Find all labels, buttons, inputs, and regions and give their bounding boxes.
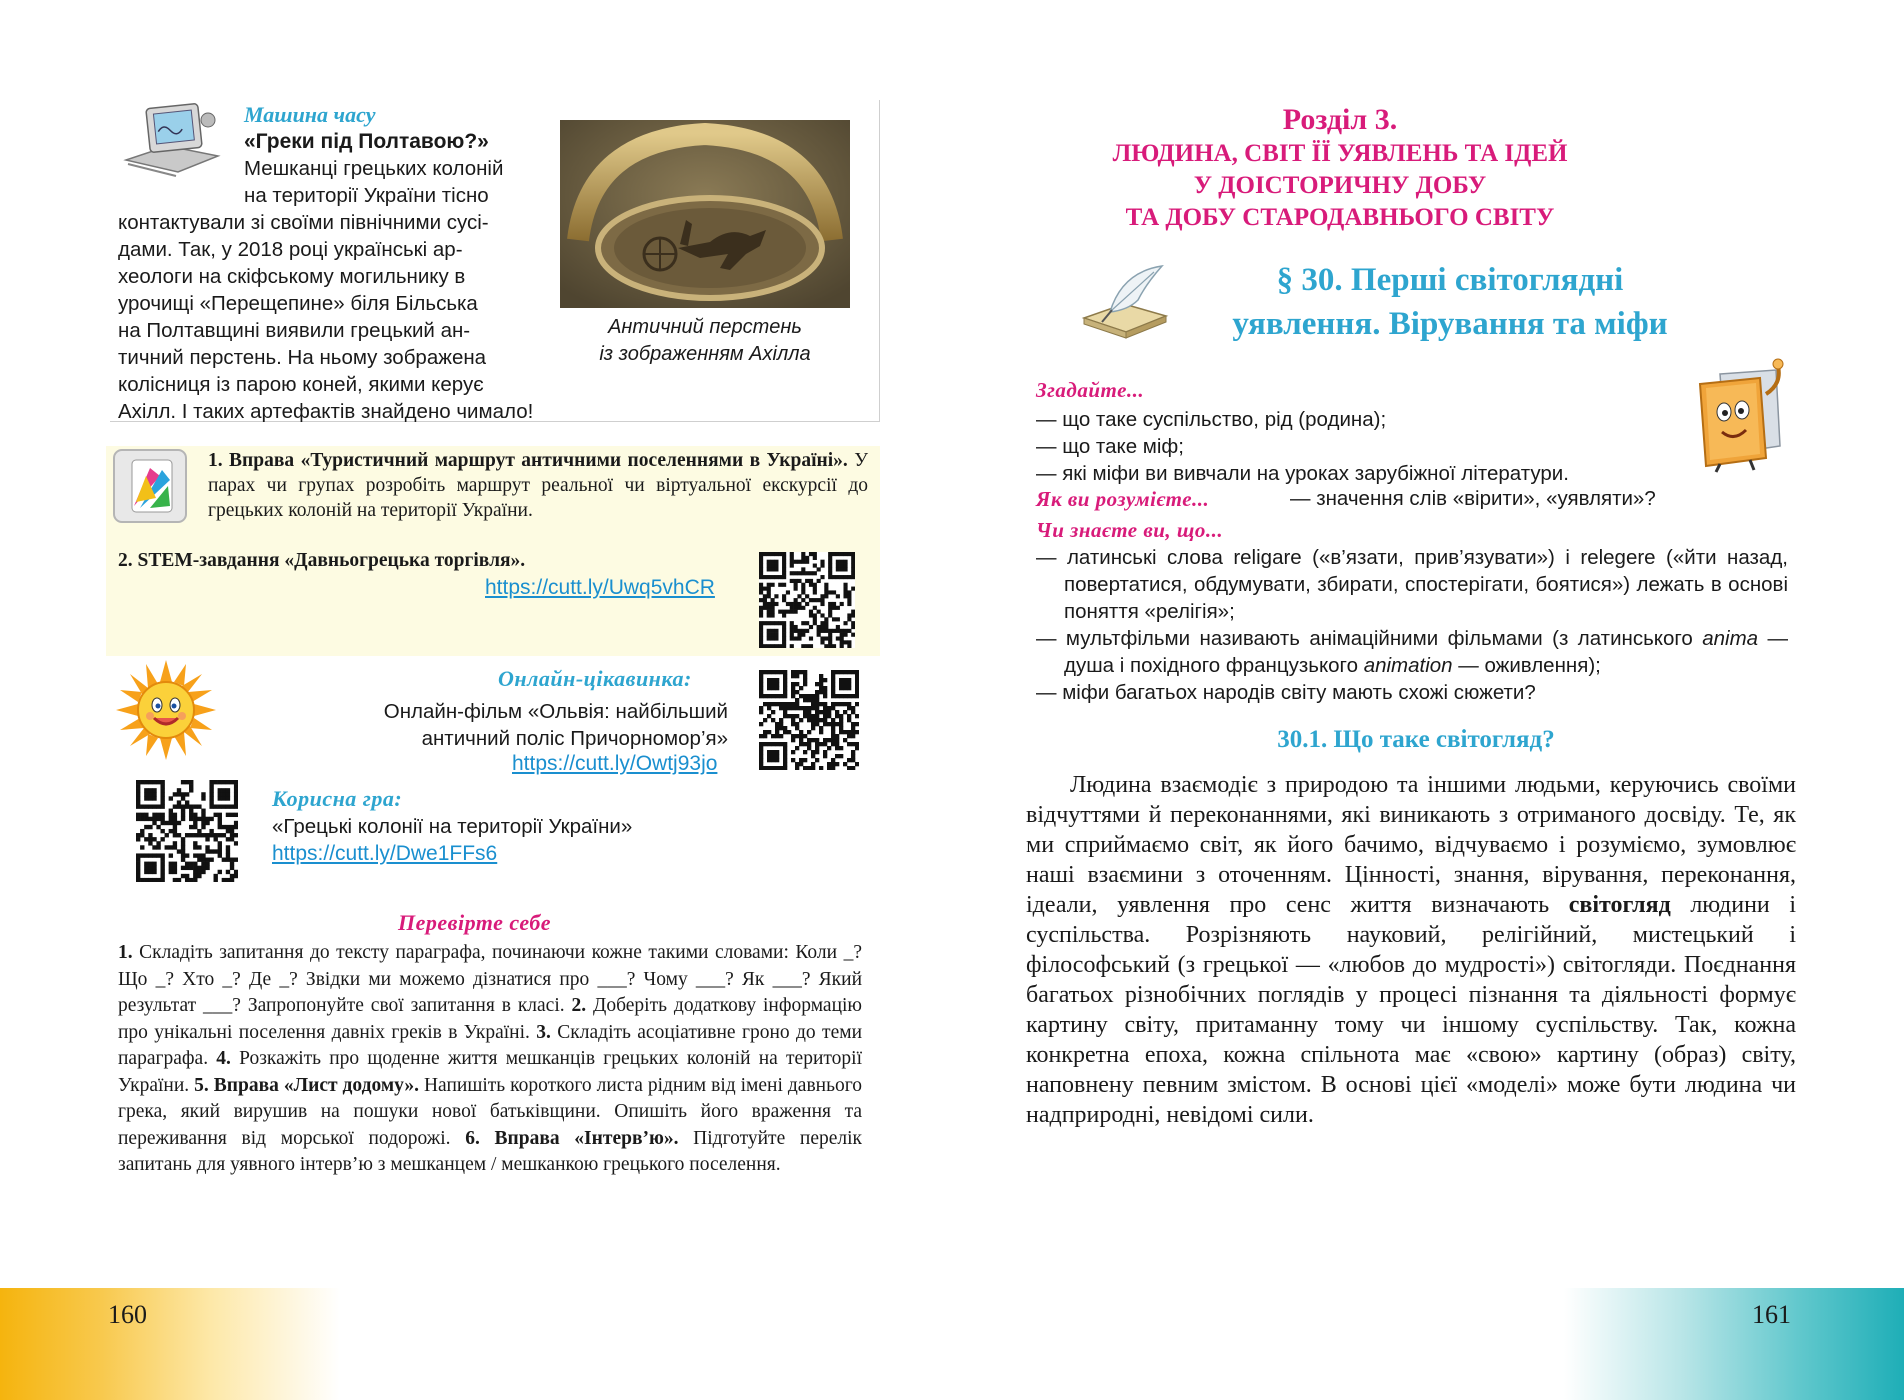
question-heading: 6. Вправа «Інтерв’ю». [465, 1127, 679, 1149]
item-text: — душа і похідного французького [1064, 627, 1789, 677]
french-term: animation [1363, 654, 1453, 677]
text-line: на території України тісно [244, 184, 489, 207]
understand-kicker: Як ви розумієте... [1036, 487, 1210, 511]
text-line: на Полтавщині виявили грецький ан- [118, 319, 471, 342]
exercise-1-title: 1. Вправа «Туристичний маршрут античними поселеннями в Україні». [208, 450, 848, 471]
online-curiosity-text [300, 698, 728, 752]
ring-photo [560, 120, 850, 308]
did-you-know-list [1036, 544, 1788, 706]
exercise-1 [208, 448, 868, 523]
stem-link[interactable]: https://cutt.ly/Uwq5vhCR [485, 576, 715, 599]
question-heading: 5. Вправа «Лист додому». [194, 1074, 419, 1096]
text-line: дами. Так, у 2018 році українські ар- [118, 238, 463, 261]
question-text: Складіть запитання до тексту параграфа, починаючи кожне такими словами: Коли _? Що _? Хто _? Де _? Звідки ми можемо дізнатися про ___? Чому ___? Як ___? Який результат ___? Запропонуйте свої запитання в класі. [118, 942, 862, 1016]
question-text: Складіть асоціативне гроно до теми параграфа. [118, 1021, 863, 1069]
caption-line: Античний перстень [608, 316, 802, 338]
game-link[interactable]: https://cutt.ly/Dwe1FFs6 [272, 842, 498, 865]
question-number: 4. [216, 1048, 231, 1069]
footer-left-band [0, 1288, 340, 1400]
check-yourself-title: Перевірте себе [398, 910, 552, 935]
list-item: — міфи багатьох народів світу мають схожі сюжети? [1036, 681, 1536, 704]
list-item [1036, 625, 1788, 679]
qr-code[interactable] [136, 780, 238, 882]
text-line: контактували зі своїми північними сусі- [118, 211, 489, 234]
exercise-1-text: У парах чи групах розробіть маршрут реальної чи віртуальної екскурсії до грецьких колоній на території України. [208, 450, 869, 521]
page-number-left: 160 [108, 1300, 147, 1329]
time-machine-title: «Греки під Полтавою?» [244, 130, 489, 153]
footer-right-band [1564, 1288, 1904, 1400]
qr-code[interactable] [759, 670, 859, 770]
chapter-title-line: ТА ДОБУ СТАРОДАВНЬОГО СВІТУ [1125, 204, 1555, 231]
title-line: § 30. Перші світоглядні [1276, 262, 1624, 298]
key-term: світогляд [1568, 892, 1671, 918]
online-curiosity-kicker: Онлайн-цікавинка: [498, 666, 692, 691]
item-text: — мультфільми називають анімаційними фільмами (з латинського [1036, 627, 1703, 650]
chapter-title-line: ЛЮДИНА, СВІТ ЇЇ УЯВЛЕНЬ ТА ІДЕЙ [1112, 140, 1568, 167]
check-yourself-text [118, 940, 862, 1179]
list-item: — що таке суспільство, рід (родина); [1036, 408, 1387, 431]
text-line: античний поліс Причорномор’я» [421, 727, 728, 750]
exercise-icon [110, 446, 190, 526]
item-text: — оживлення); [1452, 654, 1601, 677]
list-item: — які міфи ви вивчали на уроках зарубіжної літератури. [1036, 462, 1569, 485]
text-line: урочищі «Перещепине» біля Більська [118, 292, 478, 315]
question-number: 3. [536, 1021, 551, 1043]
text-line: колісниця із парою коней, якими керує [118, 373, 484, 396]
useful-game-kicker: Корисна гра: [272, 786, 403, 811]
time-machine-text [118, 155, 563, 425]
question-number: 1. [118, 942, 133, 963]
caption-line: із зображенням Ахілла [599, 343, 811, 365]
sun-icon [116, 660, 216, 760]
section-subheading: 30.1. Що таке світогляд? [1277, 726, 1555, 753]
time-machine-kicker: Машина часу [244, 102, 376, 127]
list-item: — латинські слова religare («в’язати, прив’язувати») і relegere («йти назад, повертатися, обдумувати, збирати, спостерігати, боятися») лежать в основі поняття «релігія»; [1036, 546, 1788, 623]
chapter-title-line: У ДОІСТОРИЧНУ ДОБУ [1193, 172, 1487, 199]
ring-photo-caption [560, 314, 850, 368]
useful-game-text: «Грецькі колонії на території України» [272, 815, 633, 838]
question-text: Підготуйте перелік запитань для уявного інтерв’ю з мешканцем / мешканкою грецького поселення. [118, 1127, 863, 1175]
question-number: 2. [571, 995, 587, 1016]
page-number-right: 161 [1752, 1300, 1791, 1329]
paragraph-title [1160, 258, 1740, 346]
olbia-film-link[interactable]: https://cutt.ly/Owtj93jo [512, 752, 718, 775]
latin-term: anima [1702, 627, 1759, 650]
body-text: Людина взаємодіє з природою та іншими людьми, керуючись своїми відчуттями й переконаннями, які виникають з отриманого досвіду. Те, як ми сприймаємо світ, як його бачимо, відчуваємо і розуміємо, зумовлює наші взаємини з оточенням. Цінності, знання, вірування, переконання, ідеали, уявлення про сенс життя визначають [1026, 772, 1796, 918]
remember-kicker: Згадайте... [1036, 378, 1145, 402]
text-line: Ахілл. І таких артефактів знайдено чимало! [118, 400, 534, 423]
question-text: Розкажіть про щоденне життя мешканців грецьких колоній на території України. [118, 1048, 862, 1096]
text-line: хеологи на скіфському могильнику в [118, 265, 466, 288]
title-line: уявлення. Вірування та міфи [1232, 306, 1668, 342]
main-body-text [1026, 770, 1796, 1130]
list-item: — що таке міф; [1036, 435, 1184, 458]
quill-book-icon [1080, 262, 1170, 340]
remember-list [1036, 406, 1736, 487]
text-line: тичний перстень. На ньому зображена [118, 346, 487, 369]
question-text: Доберіть додаткову інформацію про унікальні поселення давніх греків в Україні. [118, 995, 862, 1043]
body-text: людини і суспільства. Розрізняють науковий, релігійний, мистецький і філософський (з грецької — «любов до мудрості») світогляди. Поєднання багатьох різнобічних поглядів у процесі пізнання та діяльності формує картину світу, притаманну тому чи іншому суспільству. Так, кожна конкретна епоха, кожна спільнота має «свою» картину (образ) світу, наповнену певним змістом. В основі цієї «моделі» може бути людина чи надприродні, невідомі сили. [1026, 892, 1796, 1128]
exercise-2-title: 2. STEM-завдання «Давньогрецька торгівля». [118, 550, 526, 571]
did-you-know-kicker: Чи знаєте ви, що... [1036, 518, 1224, 542]
text-line: Онлайн-фільм «Ольвія: найбільший [383, 700, 728, 723]
question-text: Напишіть короткого листа рідним від імені давнього грека, який вирушив на пошуки нової батьківщини. Опишіть його враження та переживання від морської подорожі. [118, 1074, 863, 1149]
chapter-number: Розділ 3. [1282, 103, 1398, 136]
chapter-heading [1010, 102, 1670, 234]
understand-text: — значення слів «вірити», «уявляти»? [1290, 487, 1656, 510]
text-line: Мешканці грецьких колоній [244, 157, 504, 180]
qr-code[interactable] [759, 552, 855, 648]
